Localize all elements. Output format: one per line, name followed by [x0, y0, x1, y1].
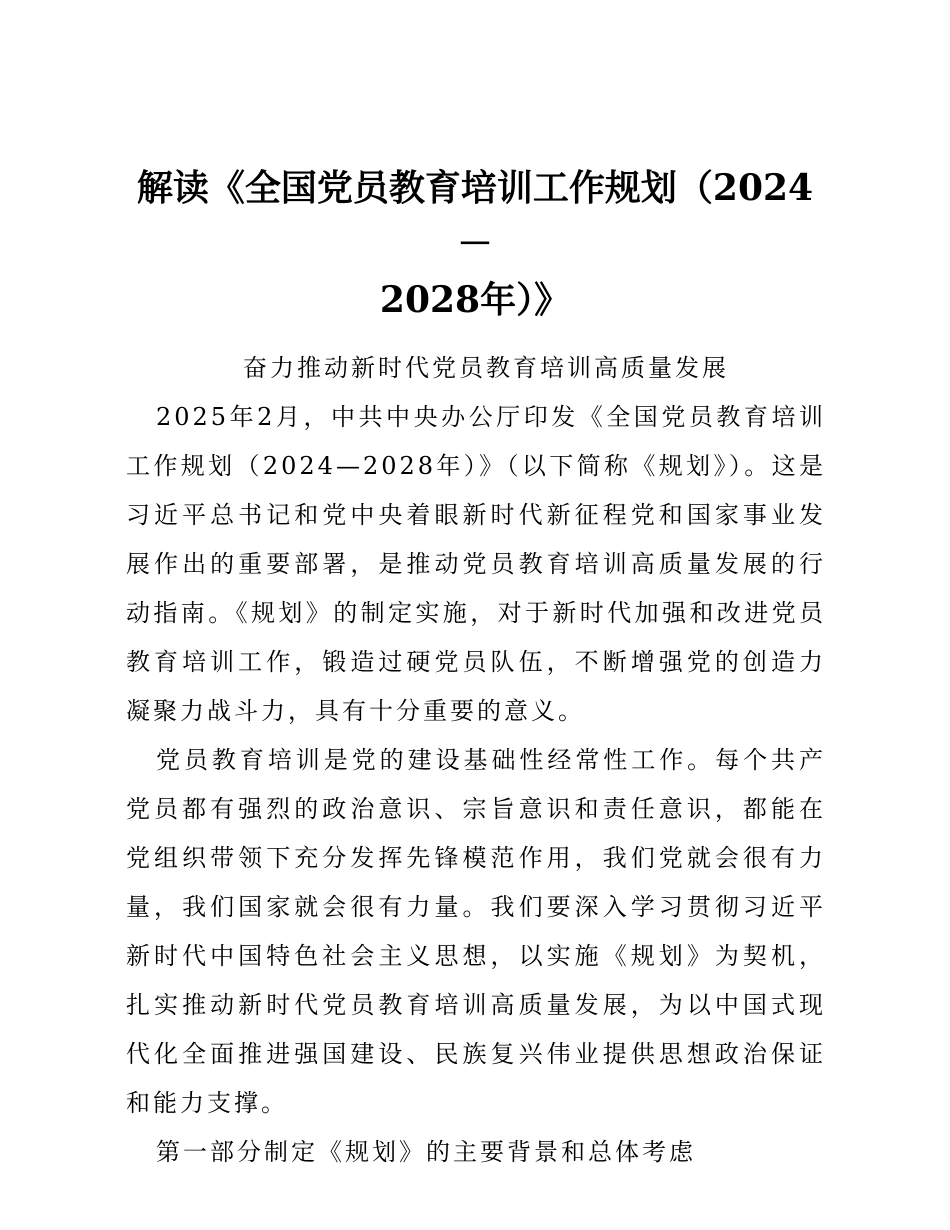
paragraph-1: 2025年2月，中共中央办公厅印发《全国党员教育培训工作规划（2024—2028年）》（以下简称《规划》）。这是习近平总书记和党中央着眼新时代新征程党和国家事业发展作出的重要部署，是推动党员教育培训高质量发展的行动指南。《规划》的制定实施，对于新时代加强和改进党员教育培训工作，锻造过硬党员队伍，不断增强党的创造力凝聚力战斗力，具有十分重要的意义。 [126, 403, 826, 725]
document-body [126, 344, 826, 1177]
document-subtitle: 奋力推动新时代党员教育培训高质量发展 [243, 354, 729, 382]
paragraph-2: 党员教育培训是党的建设基础性经常性工作。每个共产党员都有强烈的政治意识、宗旨意识和责任意识，都能在党组织带领下充分发挥先锋模范作用，我们党就会很有力量，我们国家就会很有力量。我们要深入学习贯彻习近平新时代中国特色社会主义思想，以实施《规划》为契机，扎实推动新时代党员教育培训高质量发展，为以中国式现代化全面推进强国建设、民族复兴伟业提供思想政治保证和能力支撑。 [126, 746, 826, 1117]
section-heading: 第一部分制定《规划》的主要背景和总体考虑 [156, 1138, 696, 1166]
document-title [120, 160, 830, 328]
document-title-line-1: 解读《全国党员教育培训工作规划（2024－ [136, 167, 814, 265]
document-title-line-2: 2028年）》 [379, 279, 571, 321]
